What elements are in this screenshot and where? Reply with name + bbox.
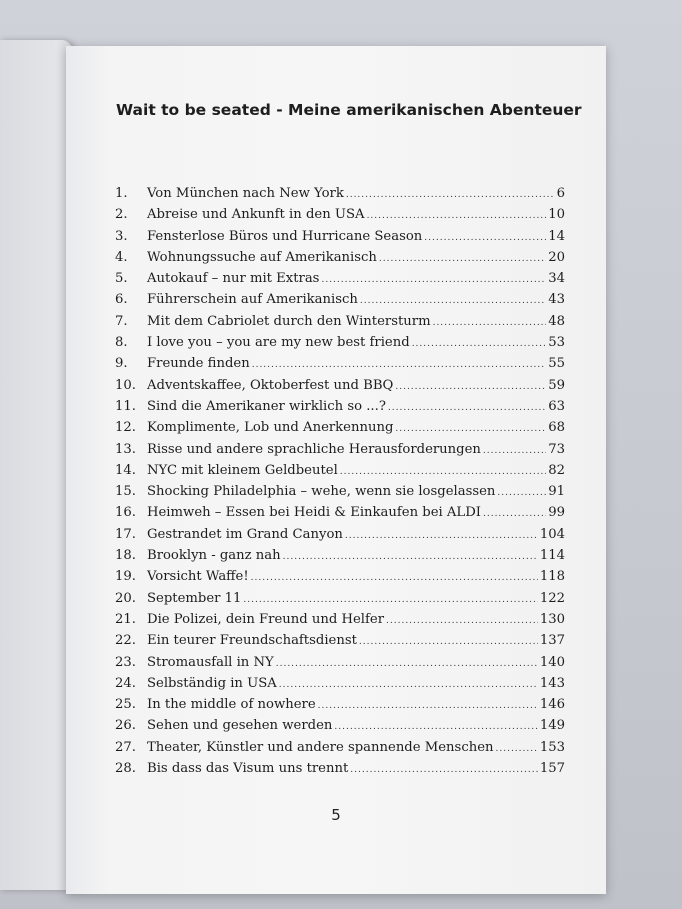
book-title: Wait to be seated - Meine amerikanischen Abenteuer bbox=[116, 101, 582, 119]
toc-entry bbox=[115, 591, 565, 612]
toc-entry bbox=[115, 229, 565, 250]
toc-entry-number: 28. bbox=[115, 761, 136, 777]
dot-leader bbox=[283, 552, 538, 562]
toc-entry bbox=[115, 356, 565, 377]
toc-entry-page: 157 bbox=[539, 761, 565, 777]
dot-leader bbox=[252, 360, 547, 370]
toc-entry-page: 48 bbox=[548, 313, 565, 329]
toc-entry-page: 114 bbox=[539, 548, 565, 564]
toc-entry-page: 10 bbox=[548, 207, 565, 223]
toc-entry-page: 6 bbox=[556, 186, 565, 201]
dot-leader bbox=[412, 339, 547, 349]
toc-entry bbox=[115, 484, 565, 505]
toc-entry-number: 20. bbox=[115, 590, 136, 606]
toc-entry bbox=[115, 633, 565, 654]
toc-entry-number: 18. bbox=[115, 548, 136, 564]
toc-entry-number: 12. bbox=[115, 420, 136, 436]
toc-entry-title: Fensterlose Büros und Hurricane Season bbox=[147, 228, 423, 244]
toc-entry-page: 73 bbox=[548, 441, 565, 457]
toc-entry-title: Selbständig in USA bbox=[147, 675, 277, 691]
toc-entry-title: Brooklyn - ganz nah bbox=[147, 548, 281, 564]
toc-entry-page: 137 bbox=[539, 633, 565, 649]
dot-leader bbox=[243, 595, 537, 605]
toc-entry bbox=[115, 378, 565, 399]
toc-entry-number: 4. bbox=[115, 249, 128, 265]
dot-leader bbox=[424, 233, 546, 243]
dot-leader bbox=[359, 637, 538, 647]
toc-entry bbox=[115, 442, 565, 463]
dot-leader bbox=[251, 573, 538, 583]
toc-entry-title: Gestrandet im Grand Canyon bbox=[147, 526, 343, 542]
toc-entry-title: In the middle of nowhere bbox=[147, 697, 316, 713]
toc-entry-title: Shocking Philadelphia – wehe, wenn sie losgelassen bbox=[147, 484, 496, 500]
toc-entry-page: 140 bbox=[539, 654, 565, 670]
toc-entry-title: Autokauf – nur mit Extras bbox=[147, 271, 320, 287]
toc-entry-page: 149 bbox=[539, 718, 565, 734]
toc-entry bbox=[115, 420, 565, 441]
toc-entry-page: 122 bbox=[539, 590, 565, 606]
toc-entry-page: 20 bbox=[548, 249, 565, 265]
toc-entry-page: 99 bbox=[548, 505, 565, 521]
toc-entry-title: I love you – you are my new best friend bbox=[147, 335, 410, 351]
toc-entry-page: 34 bbox=[548, 271, 565, 287]
book-page bbox=[66, 46, 606, 894]
toc-entry-number: 21. bbox=[115, 611, 136, 627]
toc-entry bbox=[115, 676, 565, 697]
toc-entry-number: 5. bbox=[115, 271, 128, 287]
dot-leader bbox=[346, 190, 555, 200]
dot-leader bbox=[395, 382, 546, 392]
toc-entry-page: 153 bbox=[539, 739, 565, 755]
dot-leader bbox=[350, 765, 538, 775]
toc-entry-title: Theater, Künstler und andere spannende Menschen bbox=[147, 739, 494, 755]
toc-entry-number: 22. bbox=[115, 633, 136, 649]
dot-leader bbox=[279, 680, 538, 690]
toc-entry-page: 143 bbox=[539, 675, 565, 691]
toc-entry-number: 1. bbox=[115, 186, 128, 201]
dot-leader bbox=[276, 659, 538, 669]
toc-entry bbox=[115, 271, 565, 292]
toc-entry bbox=[115, 463, 565, 484]
dot-leader bbox=[360, 296, 546, 306]
dot-leader bbox=[345, 531, 538, 541]
dot-leader bbox=[388, 403, 546, 413]
toc-entry bbox=[115, 740, 565, 761]
toc-entry bbox=[115, 292, 565, 313]
toc-entry-title: Stromausfall in NY bbox=[147, 654, 274, 670]
toc-entry-number: 9. bbox=[115, 356, 128, 372]
toc-entry-page: 14 bbox=[548, 228, 565, 244]
toc-entry-number: 17. bbox=[115, 526, 136, 542]
toc-entry-page: 68 bbox=[548, 420, 565, 436]
toc-entry-number: 24. bbox=[115, 675, 136, 691]
table-of-contents bbox=[115, 186, 565, 782]
toc-entry-title: Risse und andere sprachliche Herausforderungen bbox=[147, 441, 481, 457]
toc-entry-number: 13. bbox=[115, 441, 136, 457]
dot-leader bbox=[483, 509, 546, 519]
toc-entry bbox=[115, 612, 565, 633]
toc-entry bbox=[115, 505, 565, 526]
toc-entry-page: 91 bbox=[548, 484, 565, 500]
toc-entry-number: 6. bbox=[115, 292, 128, 308]
toc-entry bbox=[115, 718, 565, 739]
toc-entry-number: 25. bbox=[115, 697, 136, 713]
toc-entry bbox=[115, 207, 565, 228]
toc-entry-page: 82 bbox=[548, 462, 565, 478]
dot-leader bbox=[433, 318, 547, 328]
toc-entry-page: 63 bbox=[548, 398, 565, 414]
toc-entry bbox=[115, 335, 565, 356]
toc-entry bbox=[115, 527, 565, 548]
toc-entry-title: Vorsicht Waffe! bbox=[147, 569, 249, 585]
toc-entry bbox=[115, 697, 565, 718]
toc-entry-number: 2. bbox=[115, 207, 128, 223]
toc-entry-title: Führerschein auf Amerikanisch bbox=[147, 292, 358, 308]
dot-leader bbox=[379, 254, 546, 264]
dot-leader bbox=[386, 616, 538, 626]
toc-entry bbox=[115, 186, 565, 207]
toc-entry bbox=[115, 250, 565, 271]
toc-entry-number: 16. bbox=[115, 505, 136, 521]
toc-entry bbox=[115, 761, 565, 782]
toc-entry-title: Adventskaffee, Oktoberfest und BBQ bbox=[147, 377, 394, 393]
dot-leader bbox=[367, 211, 547, 221]
toc-entry-title: Komplimente, Lob und Anerkennung bbox=[147, 420, 394, 436]
toc-entry-title: NYC mit kleinem Geldbeutel bbox=[147, 462, 338, 478]
toc-entry-title: Von München nach New York bbox=[147, 186, 344, 201]
toc-entry-title: September 11 bbox=[147, 590, 242, 606]
toc-entry-title: Heimweh – Essen bei Heidi & Einkaufen bei ALDI bbox=[147, 505, 481, 521]
toc-entry-number: 7. bbox=[115, 313, 128, 329]
toc-entry-number: 26. bbox=[115, 718, 136, 734]
toc-entry-page: 118 bbox=[539, 569, 565, 585]
toc-entry-page: 104 bbox=[539, 526, 565, 542]
toc-entry-title: Abreise und Ankunft in den USA bbox=[147, 207, 365, 223]
dot-leader bbox=[340, 467, 546, 477]
dot-leader bbox=[321, 275, 546, 285]
toc-entry-page: 55 bbox=[548, 356, 565, 372]
page-number: 5 bbox=[331, 806, 341, 824]
toc-entry-number: 19. bbox=[115, 569, 136, 585]
toc-entry-title: Freunde finden bbox=[147, 356, 250, 372]
toc-entry-title: Wohnungssuche auf Amerikanisch bbox=[147, 249, 377, 265]
toc-entry-title: Sind die Amerikaner wirklich so ...? bbox=[147, 398, 386, 414]
toc-entry-page: 53 bbox=[548, 335, 565, 351]
toc-entry-title: Die Polizei, dein Freund und Helfer bbox=[147, 611, 385, 627]
toc-entry-page: 146 bbox=[539, 697, 565, 713]
toc-entry-number: 14. bbox=[115, 462, 136, 478]
toc-entry-title: Mit dem Cabriolet durch den Wintersturm bbox=[147, 313, 431, 329]
toc-entry-number: 10. bbox=[115, 377, 136, 393]
toc-entry-title: Bis dass das Visum uns trennt bbox=[147, 761, 349, 777]
toc-entry-number: 8. bbox=[115, 335, 128, 351]
toc-entry-number: 15. bbox=[115, 484, 136, 500]
dot-leader bbox=[483, 446, 546, 456]
toc-entry bbox=[115, 399, 565, 420]
toc-entry bbox=[115, 569, 565, 590]
toc-entry bbox=[115, 655, 565, 676]
dot-leader bbox=[497, 488, 546, 498]
toc-entry-page: 43 bbox=[548, 292, 565, 308]
toc-entry-title: Sehen und gesehen werden bbox=[147, 718, 333, 734]
toc-entry-number: 27. bbox=[115, 739, 136, 755]
toc-entry-number: 11. bbox=[115, 398, 136, 414]
toc-entry-title: Ein teurer Freundschaftsdienst bbox=[147, 633, 357, 649]
toc-entry-number: 3. bbox=[115, 228, 128, 244]
dot-leader bbox=[334, 722, 537, 732]
dot-leader bbox=[395, 424, 546, 434]
toc-entry-number: 23. bbox=[115, 654, 136, 670]
toc-entry-page: 59 bbox=[548, 377, 565, 393]
toc-entry bbox=[115, 548, 565, 569]
dot-leader bbox=[318, 701, 538, 711]
toc-entry bbox=[115, 314, 565, 335]
toc-entry-page: 130 bbox=[539, 611, 565, 627]
dot-leader bbox=[496, 744, 538, 754]
